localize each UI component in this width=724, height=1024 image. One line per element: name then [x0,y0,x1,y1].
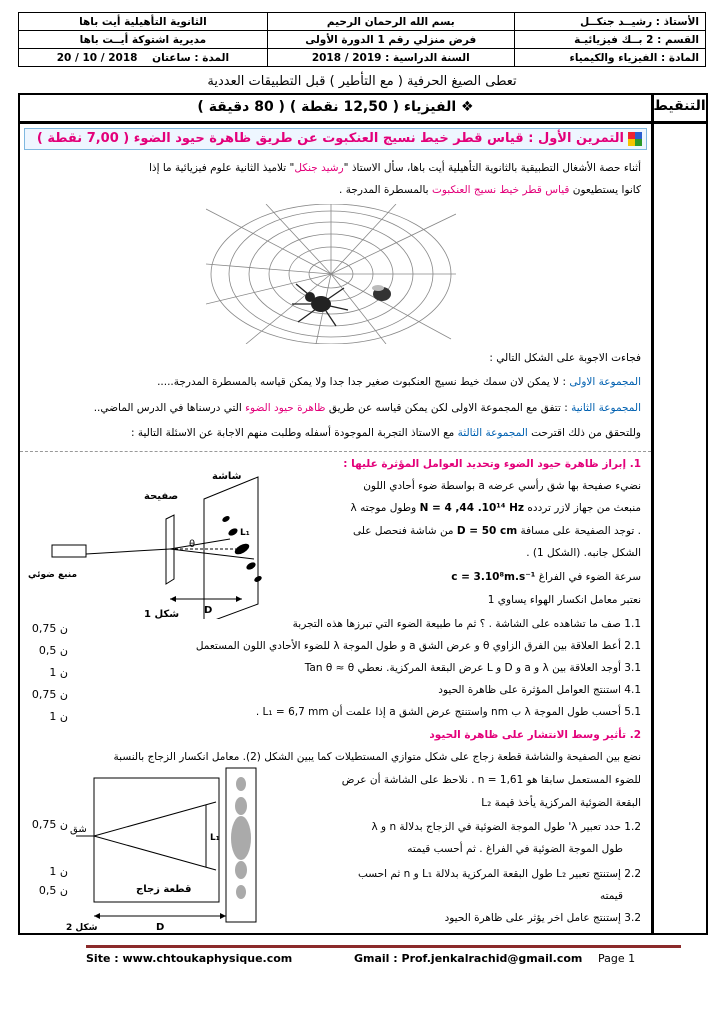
fig1-screen-label: شاشة [212,471,242,482]
part-2-title: 2. تأثير وسط الانتشار على ظاهرة الحيود [429,729,641,741]
group-1-answer: المجموعة الاولى : لا يمكن لان سمك خيط نسيج العنكبوت صغير جدا جدا ولا يمكن قياسه بالمسطرة المدرجة..... [157,376,641,388]
part-1-line-5: سرعة الضوء في الفراغ c = 3.10⁸m.s⁻¹ [451,571,641,583]
part-2-line-2: للضوء المستعمل سابقا هو n = 1,61 . نلاحظ على الشاشة أن عرض [341,774,641,786]
question-2-2: 2.2 إستنتج تعبير L₂ طول البقعة المركزية بدلالة L₁ و n ثم احسب [357,868,641,880]
fig1-theta-label: θ [189,539,196,550]
part-1-line-6: نعتبر معامل انكسار الهواء يساوي 1 [487,594,641,606]
question-1-5: 5.1 أحسب طول الموجة λ ب nm واستنتج عرض الشق a إذا علمت أن L₁ = 6,7 mm . [255,706,641,718]
group-3-line: وللتحقق من ذلك اقترحت المجموعة الثالثة مع الاستاذ التجربة الموجودة أسفله وطلبت منهم الاجابة عن الاسئلة التالية : [130,427,641,439]
question-1-1: 1.1 صف ما تشاهده على الشاشة . ؟ ثم ما طبيعة الضوء التي تبرزها هذه التجربة [292,618,641,630]
grading-column-title: التنقيط [653,98,706,114]
grade-q1-4: 0,75 ن [31,688,68,701]
question-1-2: 2.1 أعط العلاقة بين الفرق الزاوي θ و عرض الشق a و طول الموجة λ للضوء الأحادي اللون المستعمل [195,640,641,652]
part-1-line-1: نضيء صفيحة بها شق رأسي عرضه a بواسطة ضوء أحادي اللون [363,480,641,492]
answers-intro: فجاءت الاجوبة على الشكل التالي : [489,352,641,364]
fig1-caption: شكل 1 [144,609,180,619]
exam-frame [18,93,708,935]
fig2-L1-label: L₁ [210,833,220,843]
grade-q1-5: 1 ن [49,710,68,723]
question-2-1: 1.2 حدد تعبير λ' طول الموجة الضوئية في الزجاج بدلالة n و λ [371,821,641,833]
subject-label: المادة : الفيزياء والكيمياء [514,49,705,67]
exercise-title-box [24,128,647,150]
fig2-slit-label: شق [70,824,87,835]
fig1-D-label: D [204,605,213,616]
part-1-line-3: . توجد الصفيحة على مسافة D = 50 cm من شاشة فنحصل على [352,525,641,537]
exercise-title: التمرين الأول : قياس قطر خيط نسيج العنكبوت عن طريق ظاهرة حيود الضوء ( 7,00 نقطة ) [36,131,624,146]
teacher-label: الأستاذ : رشيــد جنكــل [514,13,705,31]
direction-name: مديرية اشتوكة أيــت باها [19,31,268,49]
fig2-glass-label: قطعة زجاج [136,884,192,895]
part-1-line-2: منبعث من جهاز لازر تردده N = 4 ,44 .10¹⁴ Hz وطول موجته λ [350,502,641,514]
grade-q1-1: 0,75 ن [31,622,68,635]
question-1-3: 3.1 أوجد العلاقة بين λ و a و D و L عرض البقعة المركزية. نعطي Tan θ ≈ θ [304,662,641,674]
question-2-3: 3.2 إستنتج عامل اخر يؤثر على ظاهرة الحيود [444,912,641,924]
grade-q2-2b: 0,5 ن [38,884,68,897]
part-2-line-1: نضع بين الصفيحة والشاشة قطعة زجاج على شكل متوازي المستطيلات كما يبين الشكل (2). معامل انكسار الزجاج بالنسبة [113,751,641,763]
page-number: Page 1 [598,952,636,965]
figure-2-glass [66,764,276,932]
grade-q2-2: 1 ن [49,865,68,878]
footer-email: Gmail : Prof.jenkalrachid@gmail.com [354,952,583,965]
question-2-2-cont: قيمته [599,890,623,902]
school-name: الثانوية التأهيلية أيت باها [19,13,268,31]
part-2-line-3: البقعة الضوئية المركزية يأخذ قيمة L₂ [481,797,641,809]
spider-web-image [206,204,456,344]
physics-section-title: ❖ الفيزياء ( 12,50 نقطة ) ( 80 دقيقة ) [197,99,474,115]
story-line-2: كانوا يستطيعون قياس قطر خيط نسيج العنكبوت بالمسطرة المدرجة . [339,184,641,196]
part-1-line-4: الشكل جانبه. (الشكل 1) . [526,547,641,559]
fig1-plate-label: صفيحة [144,491,179,502]
fig1-L1-label: L₁ [240,528,250,538]
class-label: القسم : 2 بــك فيزيائيـة [514,31,705,49]
part-1-title: 1. إبراز ظاهرة حيود الضوء وتحديد العوامل المؤثرة عليها : [343,458,641,470]
bullet-icon [628,132,642,146]
fig2-D-label: D [156,922,165,932]
grade-q1-2: 0,5 ن [38,644,68,657]
group-2-answer: المجموعة الثانية : تتفق مع المجموعة الاولى لكن يمكن قياسه عن طريق ظاهرة حيود الضوء التي درسناها في الدرس الماضي.. [93,402,641,414]
header-table [18,12,706,67]
duration: المدة : ساعتان [152,51,230,64]
exercise-content [20,124,651,933]
school-year: السنة الدراسية : 2019 / 2018 [267,49,514,67]
instructions-line: تعطى الصيغ الحرفية ( مع التأطير ) قبل التطبيقات العددية [207,74,517,89]
grade-q2-1: 0,75 ن [31,818,68,831]
question-2-1-cont: طول الموجة الضوئية في الفراغ . ثم أحسب قيمته [407,843,623,855]
fig2-caption: شكل 2 [66,923,98,932]
figure-1-diffraction [26,459,266,619]
question-1-4: 4.1 استنتج العوامل المؤثرة على ظاهرة الحيود [438,684,641,696]
fig1-source-label: منبع ضوئي [28,570,78,580]
grade-q1-3: 1 ن [49,666,68,679]
basmala: بسم الله الرحمان الرحيم [267,13,514,31]
story-line-1: أثناء حصة الأشغال التطبيقية بالثانوية التأهيلية أيت باها، سأل الاستاذ "رشيد جنكل" تلاميذ الثانية علوم فيزيائية ما إذا [148,162,641,174]
footer-site: Site : www.chtoukaphysique.com [86,952,293,965]
exam-date: 2018 / 10 / 20 [56,51,138,64]
homework-title: فرض منزلي رقم 1 الدورة الأولى [267,31,514,49]
